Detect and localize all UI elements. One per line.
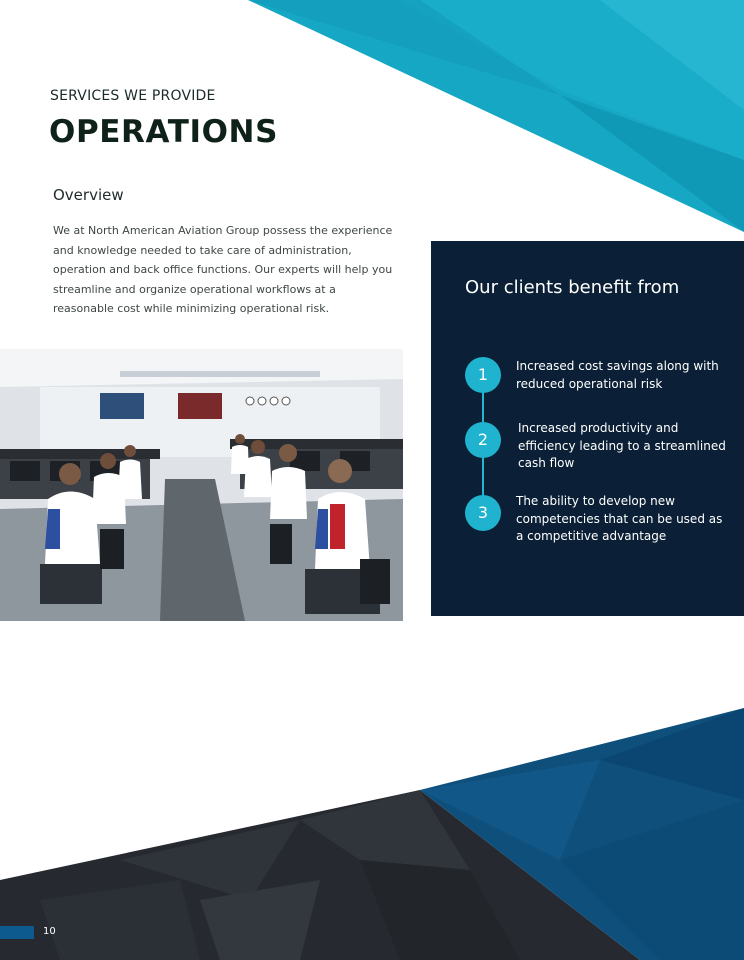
- benefit-text: The ability to develop new competencies that can be used as a competitive advantage: [516, 494, 723, 543]
- benefit-item: [465, 357, 735, 397]
- page-number-bar: [0, 926, 34, 939]
- benefits-title: Our clients benefit from: [465, 277, 680, 298]
- benefit-number-badge: 3: [465, 495, 501, 531]
- page-number: 10: [43, 926, 56, 937]
- benefit-text: Increased productivity and efficiency leading to a streamlined cash flow: [518, 421, 726, 470]
- benefit-text: Increased cost savings along with reduced operational risk: [516, 359, 719, 391]
- overview-paragraph: We at North American Aviation Group possess the experience and knowledge needed to take care of administration, operation and back office functions. Our experts will help you streamline and organize operational workflows at a reasonable cost while minimizing operational risk.: [53, 224, 393, 316]
- section-eyebrow: SERVICES WE PROVIDE: [50, 88, 216, 104]
- benefit-item: [465, 422, 735, 477]
- benefits-panel: [431, 241, 744, 616]
- benefit-item: [465, 495, 735, 550]
- benefit-number-badge: 2: [465, 422, 501, 458]
- page-title: OPERATIONS: [49, 114, 279, 150]
- overview-heading: Overview: [53, 186, 124, 204]
- call-center-photo: [0, 349, 403, 621]
- benefit-number-badge: 1: [465, 357, 501, 393]
